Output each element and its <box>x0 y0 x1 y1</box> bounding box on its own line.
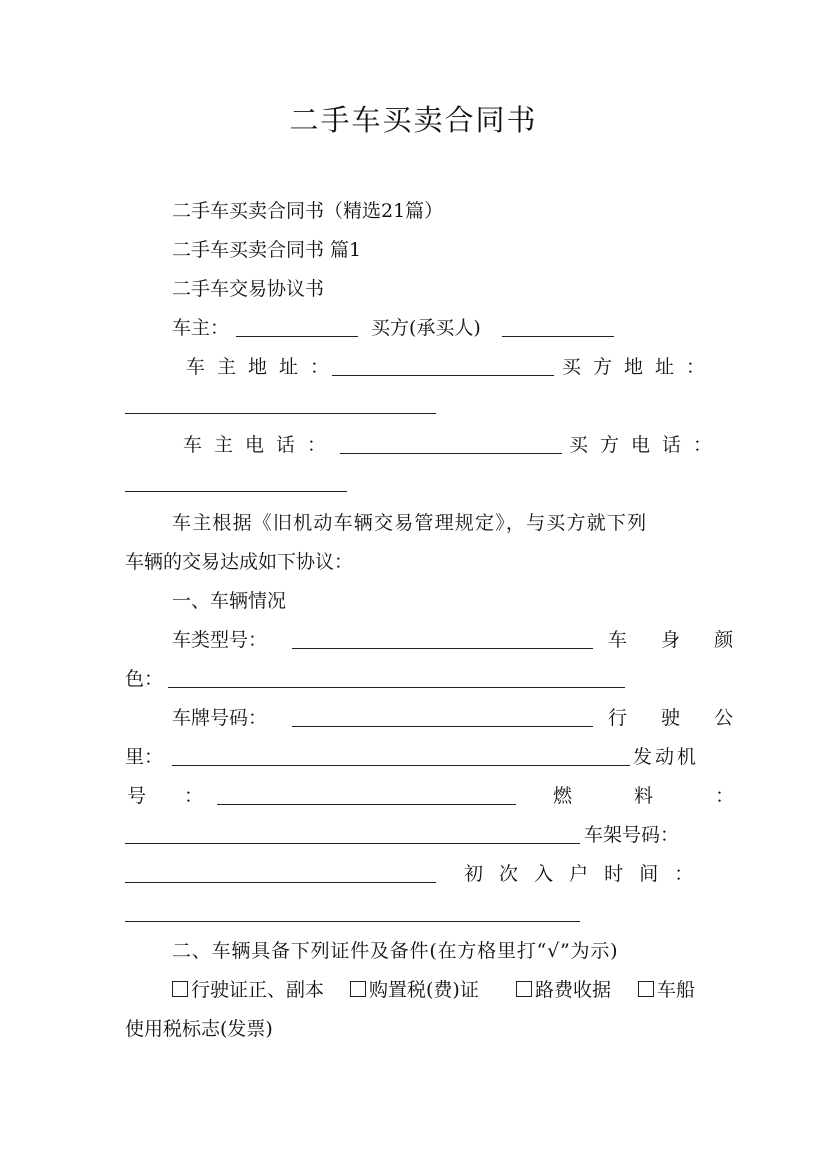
road-fee-checkbox[interactable] <box>516 981 532 997</box>
mileage-label: 行 驶 公 <box>608 707 748 729</box>
owner-address-field[interactable] <box>332 375 554 376</box>
owner-label: 车主： <box>172 317 230 339</box>
doc-item-license <box>172 975 324 1005</box>
mileage-label-cont: 里： <box>125 746 164 768</box>
doc-item-purchase-tax <box>350 975 479 1005</box>
buyer-phone-field[interactable] <box>125 491 347 492</box>
chassis-field[interactable] <box>125 882 436 883</box>
document-title: 二手车买卖合同书 <box>289 103 538 137</box>
buyer-label: 买方(承买人) <box>371 317 481 339</box>
owner-phone-label: 车主电话： <box>183 434 339 456</box>
color-field[interactable] <box>168 687 625 688</box>
owner-address-label: 车主地址： <box>186 356 342 378</box>
agreement-text-line-2: 车辆的交易达成如下协议： <box>125 551 354 573</box>
fuel-field[interactable] <box>125 843 580 844</box>
plate-field[interactable] <box>292 726 593 727</box>
vessel-tax-checkbox[interactable] <box>638 981 654 997</box>
vessel-tax-label: 车船 <box>657 979 696 1001</box>
doc-item-vessel-tax <box>638 975 695 1005</box>
first-registration-field[interactable] <box>125 921 580 922</box>
plate-label: 车牌号码： <box>172 707 268 729</box>
subtitle-line: 二手车买卖合同书（精选21篇） <box>172 200 444 222</box>
fuel-label: 燃 料 ： <box>553 785 735 807</box>
section-heading: 二手车买卖合同书 篇1 <box>172 239 362 261</box>
section-vehicle-info: 一、车辆情况 <box>172 590 287 612</box>
color-label-cont: 色： <box>125 668 164 690</box>
owner-phone-field[interactable] <box>340 453 562 454</box>
engine-label-cont: 号 ： <box>127 785 220 807</box>
chassis-label: 车架号码： <box>584 824 680 846</box>
buyer-phone-label: 买方电话： <box>569 434 725 456</box>
model-field[interactable] <box>292 648 593 649</box>
vessel-tax-label-cont: 使用税标志(发票) <box>125 1018 273 1040</box>
buyer-address-field[interactable] <box>125 413 436 414</box>
license-checkbox[interactable] <box>172 981 188 997</box>
agreement-text-line-1: 车主根据《旧机动车辆交易管理规定》，与买方就下列 <box>172 512 648 534</box>
buyer-name-field[interactable] <box>502 336 614 337</box>
buyer-address-label: 买方地址： <box>562 356 718 378</box>
license-label: 行驶证正、副本 <box>191 979 325 1001</box>
model-label: 车类型号： <box>172 629 268 651</box>
color-label: 车 身 颜 <box>608 629 748 651</box>
doc-item-road-fee <box>516 975 611 1005</box>
purchase-tax-checkbox[interactable] <box>350 981 366 997</box>
purchase-tax-label: 购置税(费)证 <box>369 979 479 1001</box>
engine-label: 发动机 <box>633 746 700 768</box>
road-fee-label: 路费收据 <box>535 979 612 1001</box>
first-registration-label: 初 次 入 户 时 间 ： <box>464 863 694 885</box>
section-documents: 二、车辆具备下列证件及备件(在方格里打“√”为示) <box>172 940 619 962</box>
agreement-heading: 二手车交易协议书 <box>172 278 325 300</box>
owner-name-field[interactable] <box>236 336 358 337</box>
engine-number-field[interactable] <box>217 804 516 805</box>
mileage-field[interactable] <box>172 765 630 766</box>
